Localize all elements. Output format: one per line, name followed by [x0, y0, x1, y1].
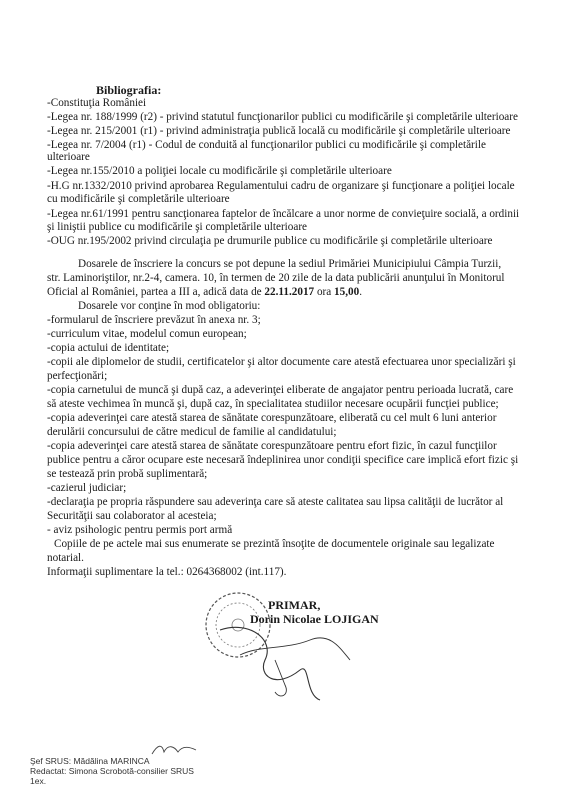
bibliography-title: Bibliografia: [96, 83, 162, 97]
requirement-line: -cazierul judiciar; [47, 482, 127, 494]
requirement-line: -curriculum vitae, modelul comun european; [47, 328, 247, 340]
requirement-line: -copia carnetului de muncă şi după caz, a adeverinţei eliberate de angajator pentru perioada lucrată, care [47, 384, 514, 396]
deadline-date: 22.11.2017 [264, 286, 315, 298]
bibliography-line: cu modificările şi completările ulterioare [47, 193, 230, 205]
requirement-line: -declaraţia pe propria răspundere sau adeverinţa care să ateste calitatea sau lipsa calităţii de lucrător al [47, 496, 504, 508]
requirement-line: -copia adeverinţei care atestă starea de sănătate corespunzătoare, eliberată cu cel mult 6 luni anterior [47, 412, 497, 424]
bibliography-line: -Legea nr.61/1991 pentru sancţionarea faptelor de încălcare a unor norme de convieţuire socială, a ordinii [47, 208, 520, 220]
handwritten-initials [150, 740, 200, 760]
requirement-line: publice pentru a căror ocupare este necesară îndeplinirea unor condiţii specifice care implică efort fizic şi [47, 454, 519, 466]
submission-text: Oficial al României, partea a III a, adică data de [47, 286, 265, 298]
mayor-name: Dorin Nicolae LOJIGAN [250, 612, 379, 626]
requirement-line: se testează prin probă suplimentară; [47, 468, 208, 480]
submission-line: str. Laminoriştilor, nr.2-4, camera. 10, în termen de 20 zile de la data publicării anunţului în Monitorul [47, 272, 505, 284]
requirements-intro: Dosarele vor conţine în mod obligatoriu: [78, 300, 261, 312]
requirement-line: - aviz psihologic pentru permis port armă [47, 524, 233, 536]
contact-info: Informaţii suplimentare la tel.: 0264368002 (int.117). [47, 566, 287, 578]
requirement-line: -copia adeverinţei care atestă starea de sănătate corespunzătoare pentru efort fizic, în cazul funcţiilor [47, 440, 497, 452]
requirement-line: să ateste vechimea în muncă şi, după caz, în specialitatea studiilor necesare ocupării funcţiei publice; [47, 398, 499, 410]
footer-line: Şef SRUS: Mădălina MARINCA [30, 756, 150, 766]
closing-line: notarial. [47, 552, 84, 564]
closing-line: Copiile de pe actele mai sus enumerate se prezintă însoţite de documentele originale sau legalizate [54, 538, 495, 550]
submission-text: ora [314, 286, 335, 298]
submission-text: . [359, 286, 363, 298]
submission-deadline-line [47, 286, 547, 299]
footer-line: 1ex. [30, 776, 47, 786]
bibliography-line: -Constituţia României [47, 97, 147, 109]
requirement-line: -copii ale diplomelor de studii, certificatelor şi altor documente care atestă efectuarea unor specializări şi [47, 356, 516, 368]
bibliography-line: -Legea nr.155/2010 a poliţiei locale cu modificările şi completările ulterioare [47, 165, 392, 177]
bibliography-line: -H.G nr.1332/2010 privind aprobarea Regulamentului cadru de organizare şi funcţionare a poliţiei locale [47, 180, 515, 192]
bibliography-line: şi liniştii publice cu modificările şi completările ulterioare [47, 221, 308, 233]
bibliography-line: -Legea nr. 7/2004 (r1) - Codul de conduită al funcţionarilor publici cu modificările şi completările [47, 139, 486, 151]
mayor-title: PRIMAR, [268, 598, 321, 612]
bibliography-line: ulterioare [47, 151, 90, 163]
requirement-line: -formularul de înscriere prevăzut în anexa nr. 3; [47, 314, 261, 326]
bibliography-line: -Legea nr. 188/1999 (r2) - privind statutul funcţionarilor publici cu modificările şi completările ulterioare [47, 111, 518, 123]
requirement-line: Securităţii sau colaborator al acesteia; [47, 510, 217, 522]
requirement-line: perfecţionări; [47, 370, 108, 382]
submission-line: Dosarele de înscriere la concurs se pot depune la sediul Primăriei Municipiului Câmpia Turzii, [78, 258, 502, 270]
deadline-time: 15,00 [334, 286, 360, 298]
requirement-line: derulării concursului de către medicul de familie al candidatului; [47, 426, 337, 438]
requirement-line: -copia actului de identitate; [47, 342, 170, 354]
bibliography-line: -OUG nr.195/2002 privind circulaţia pe drumurile publice cu modificările şi completările ulterioare [47, 235, 493, 247]
footer-line: Redactat: Simona Scrobotă-consilier SRUS [30, 766, 194, 776]
bibliography-line: -Legea nr. 215/2001 (r1) - privind administraţia publică locală cu modificările şi completările ulterioare [47, 125, 511, 137]
